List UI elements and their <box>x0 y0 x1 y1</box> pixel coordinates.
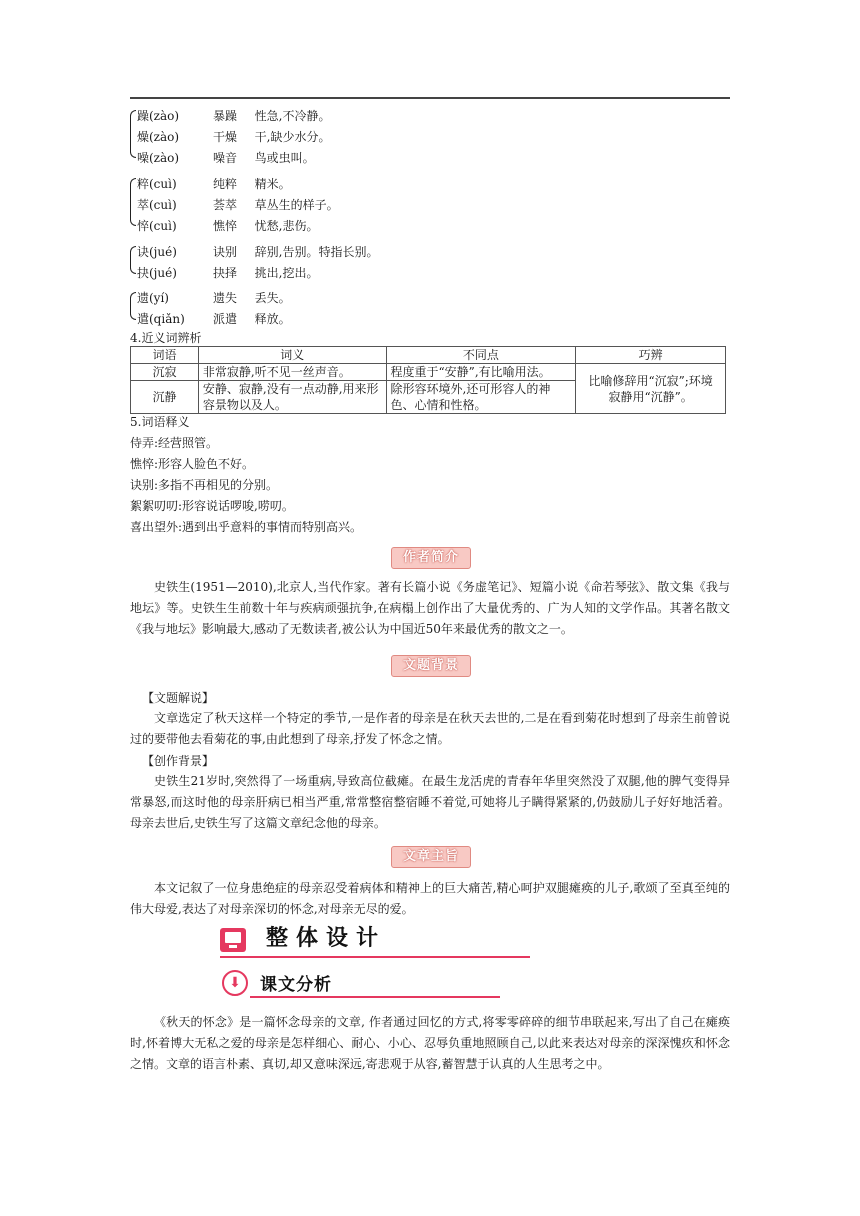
entry-char: 噪(zào) <box>137 151 180 165</box>
word-entry <box>137 150 315 166</box>
table-header: 词义 <box>198 347 386 364</box>
table-cell-difference: 除形容环境外,还可形容人的神色、心情和性格。 <box>386 381 576 414</box>
word-entry <box>137 311 291 327</box>
word-entry <box>137 108 330 124</box>
top-rule <box>130 97 730 99</box>
theme-badge: 文章主旨 <box>391 846 471 868</box>
table-cell-tip: 比喻修辞用“沉寂”;环境寂静用“沉静”。 <box>576 364 726 414</box>
table-header: 不同点 <box>386 347 576 364</box>
entry-char: 遗(yí) <box>137 291 169 305</box>
entry-word: 派遣 <box>213 312 238 326</box>
brace <box>130 246 136 274</box>
entry-meaning: 丢失。 <box>254 291 291 305</box>
entry-meaning: 草丛生的样子。 <box>254 198 339 212</box>
heading-underline <box>220 956 530 958</box>
entry-word: 噪音 <box>213 151 238 165</box>
table-header-row <box>131 347 726 364</box>
entry-char: 粹(cuì) <box>137 177 177 191</box>
entry-char: 萃(cuì) <box>137 198 177 212</box>
entry-char: 遣(qiǎn) <box>137 312 185 326</box>
analysis-heading <box>220 966 500 1000</box>
word-entry <box>137 129 330 145</box>
entry-char: 悴(cuì) <box>137 219 177 233</box>
entry-char: 燥(zào) <box>137 130 180 144</box>
entry-word: 憔悴 <box>213 219 238 233</box>
background-badge: 文题背景 <box>391 655 471 677</box>
word-entry <box>137 290 291 306</box>
download-arrow-icon <box>222 970 248 996</box>
table-row <box>131 364 726 381</box>
entry-char: 诀(jué) <box>137 245 177 259</box>
monitor-icon <box>220 928 246 952</box>
analysis-heading-title: 课文分析 <box>260 975 332 995</box>
definition-item: 憔悴:形容人脸色不好。 <box>130 457 255 471</box>
table-cell-meaning: 非常寂静,听不见一丝声音。 <box>198 364 386 381</box>
entry-word: 纯粹 <box>213 177 238 191</box>
table-header: 巧辨 <box>576 347 726 364</box>
entry-meaning: 辞别,告别。特指长别。 <box>254 245 379 259</box>
author-paragraph: 史铁生(1951—2010),北京人,当代作家。著有长篇小说《务虚笔记》、短篇小说《命若琴弦》、散文集《我与地坛》等。史铁生生前数十年与疾病顽强抗争,在病榻上创作出了大量优秀的、广为人知的文学作品。其著名散文《我与地坛》影响最大,感动了无数读者,被公认为中国近50年来最优秀的散文之一。 <box>130 580 730 636</box>
entry-word: 诀别 <box>213 245 238 259</box>
definition-item: 诀别:多指不再相见的分别。 <box>130 478 279 492</box>
entry-char: 躁(zào) <box>137 109 180 123</box>
table-cell-word: 沉寂 <box>131 364 199 381</box>
synonym-section-title: 4.近义词辨析 <box>130 331 202 345</box>
design-heading <box>220 924 530 958</box>
entry-meaning: 鸟或虫叫。 <box>254 151 315 165</box>
word-entry <box>137 176 291 192</box>
brace <box>130 110 136 158</box>
synonym-table <box>130 346 726 414</box>
entry-word: 遗失 <box>213 291 238 305</box>
definitions-title: 5.词语释义 <box>130 415 190 429</box>
definition-item: 侍弄:经营照管。 <box>130 436 219 450</box>
definition-item: 喜出望外:遇到出乎意料的事情而特别高兴。 <box>130 520 363 534</box>
entry-meaning: 干,缺少水分。 <box>254 130 331 144</box>
word-entry <box>137 244 378 260</box>
creation-paragraph: 史铁生21岁时,突然得了一场重病,导致高位截瘫。在最生龙活虎的青春年华里突然没了双腿,他的脾气变得异常暴怒,而这时他的母亲肝病已相当严重,常常整宿整宿睡不着觉,可她将儿子瞒得紧紧的,仍鼓励儿子好好地活着。母亲去世后,史铁生写了这篇文章纪念他的母亲。 <box>130 774 730 830</box>
word-entry <box>137 197 339 213</box>
entry-char: 抉(jué) <box>137 266 177 280</box>
definition-item: 絮絮叨叨:形容说话啰唆,唠叨。 <box>130 499 294 513</box>
brace <box>130 292 136 320</box>
entry-meaning: 挑出,挖出。 <box>254 266 319 280</box>
design-heading-title: 整体设计 <box>266 926 387 951</box>
entry-meaning: 忧愁,悲伤。 <box>254 219 319 233</box>
entry-word: 荟萃 <box>213 198 238 212</box>
theme-paragraph: 本文记叙了一位身患绝症的母亲忍受着病体和精神上的巨大痛苦,精心呵护双腿瘫痪的儿子,歌颂了至真至纯的伟大母爱,表达了对母亲深切的怀念,对母亲无尽的爱。 <box>130 881 730 916</box>
table-cell-meaning: 安静、寂静,没有一点动静,用来形容景物以及人。 <box>198 381 386 414</box>
entry-word: 干燥 <box>213 130 238 144</box>
entry-meaning: 释放。 <box>254 312 291 326</box>
word-entry <box>137 265 318 281</box>
table-cell-difference: 程度重于“安静”,有比喻用法。 <box>386 364 576 381</box>
analysis-paragraph: 《秋天的怀念》是一篇怀念母亲的文章, 作者通过回忆的方式,将零零碎碎的细节串联起来,写出了自己在瘫痪时,怀着博大无私之爱的母亲是怎样细心、耐心、小心、忍辱负重地照顾自己,以此来表达对母亲的深深愧疚和怀念之情。文章的语言朴素、真切,却又意味深远,寄悲观于从容,蓄智慧于认真的人生思考之中。 <box>130 1015 730 1071</box>
entry-word: 暴躁 <box>213 109 238 123</box>
creation-label: 【创作背景】 <box>142 754 215 768</box>
title-explain-paragraph: 文章选定了秋天这样一个特定的季节,一是作者的母亲是在秋天去世的,二是在看到菊花时想到了母亲生前曾说过的要带他去看菊花的事,由此想到了母亲,抒发了怀念之情。 <box>130 711 730 746</box>
entry-meaning: 精米。 <box>254 177 291 191</box>
table-cell-word: 沉静 <box>131 381 199 414</box>
entry-meaning: 性急,不冷静。 <box>254 109 331 123</box>
entry-word: 抉择 <box>213 266 238 280</box>
heading-underline <box>250 996 500 998</box>
title-explain-label: 【文题解说】 <box>142 691 215 705</box>
brace <box>130 178 136 226</box>
author-badge: 作者简介 <box>391 547 471 569</box>
page-content <box>130 0 730 1216</box>
table-header: 词语 <box>131 347 199 364</box>
word-entry <box>137 218 318 234</box>
